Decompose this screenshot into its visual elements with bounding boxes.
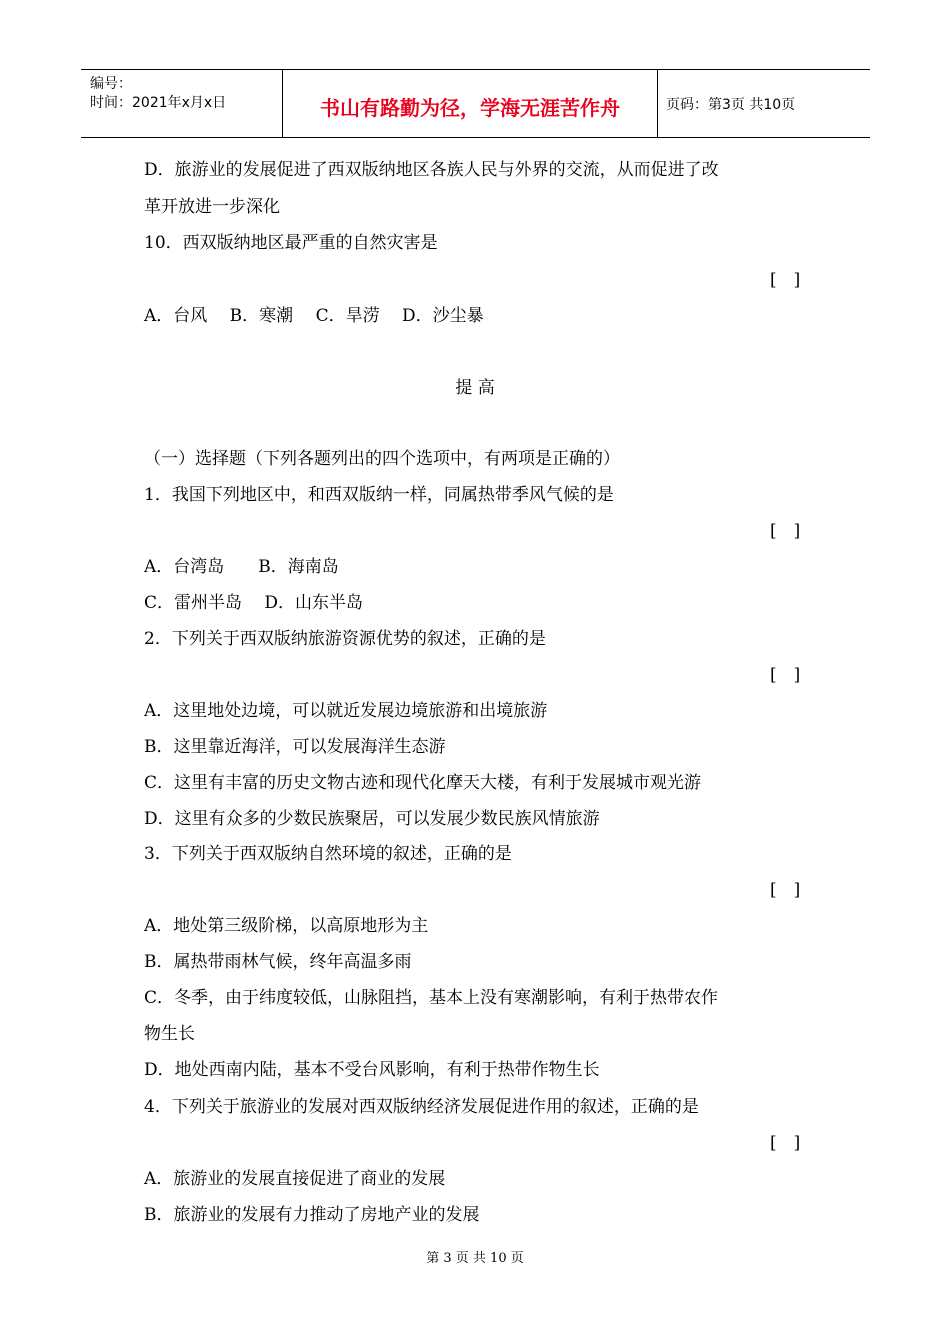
question-3: 3．下列关于西双版纳自然环境的叙述，正确的是 <box>144 844 512 864</box>
question-4: 4．下列关于旅游业的发展对西双版纳经济发展促进作用的叙述，正确的是 <box>144 1097 699 1117</box>
question-4-option-a: A．旅游业的发展直接促进了商业的发展 <box>144 1169 446 1189</box>
header-motto-cell <box>283 70 658 137</box>
question-3-option-c-continued: 物生长 <box>144 1024 195 1044</box>
header-meta-cell <box>81 70 283 137</box>
question-2: 2．下列关于西双版纳旅游资源优势的叙述，正确的是 <box>144 629 546 649</box>
section-title: 提 高 <box>455 378 495 398</box>
number-label: 编号： <box>90 76 132 92</box>
answer-bracket: [ ] <box>770 665 801 685</box>
question-10: 10．西双版纳地区最严重的自然灾害是 <box>144 233 438 253</box>
question-3-option-c: C．冬季，由于纬度较低，山脉阻挡，基本上没有寒潮影响，有利于热带农作 <box>144 988 719 1008</box>
page-header <box>81 69 870 138</box>
question-4-option-b: B．旅游业的发展有力推动了房地产业的发展 <box>144 1205 480 1225</box>
page-label: 页码：第3页 共10页 <box>666 97 796 113</box>
option-text: D．旅游业的发展促进了西双版纳地区各族人民与外界的交流，从而促进了改 <box>144 160 719 180</box>
page-footer: 第 3 页 共 10 页 <box>426 1251 524 1266</box>
question-2-option-c: C．这里有丰富的历史文物古迹和现代化摩天大楼，有利于发展城市观光游 <box>144 773 702 793</box>
time-label: 时间：2021年x月x日 <box>90 95 227 111</box>
answer-bracket: [ ] <box>770 1133 801 1153</box>
question-3-option-d: D．地处西南内陆，基本不受台风影响，有利于热带作物生长 <box>144 1060 600 1080</box>
motto: 书山有路勤为径，学海无涯苦作舟 <box>320 96 620 120</box>
question-1-options-ab: A．台湾岛 B．海南岛 <box>144 557 339 577</box>
header-page-cell <box>658 70 870 137</box>
section-instruction: （一）选择题（下列各题列出的四个选项中，有两项是正确的） <box>144 449 620 469</box>
answer-bracket: [ ] <box>770 521 801 541</box>
question-1: 1．我国下列地区中，和西双版纳一样，同属热带季风气候的是 <box>144 485 614 505</box>
question-2-option-d: D．这里有众多的少数民族聚居，可以发展少数民族风情旅游 <box>144 809 600 829</box>
question-3-option-a: A．地处第三级阶梯，以高原地形为主 <box>144 916 429 936</box>
option-text-continued: 革开放进一步深化 <box>144 197 280 217</box>
answer-bracket: [ ] <box>770 270 801 290</box>
question-2-option-a: A．这里地处边境，可以就近发展边境旅游和出境旅游 <box>144 701 548 721</box>
question-10-options: A．台风 B．寒潮 C．旱涝 D．沙尘暴 <box>144 306 484 326</box>
answer-bracket: [ ] <box>770 880 801 900</box>
question-3-option-b: B．属热带雨林气候，终年高温多雨 <box>144 952 412 972</box>
question-2-option-b: B．这里靠近海洋，可以发展海洋生态游 <box>144 737 446 757</box>
question-1-options-cd: C．雷州半岛 D．山东半岛 <box>144 593 364 613</box>
